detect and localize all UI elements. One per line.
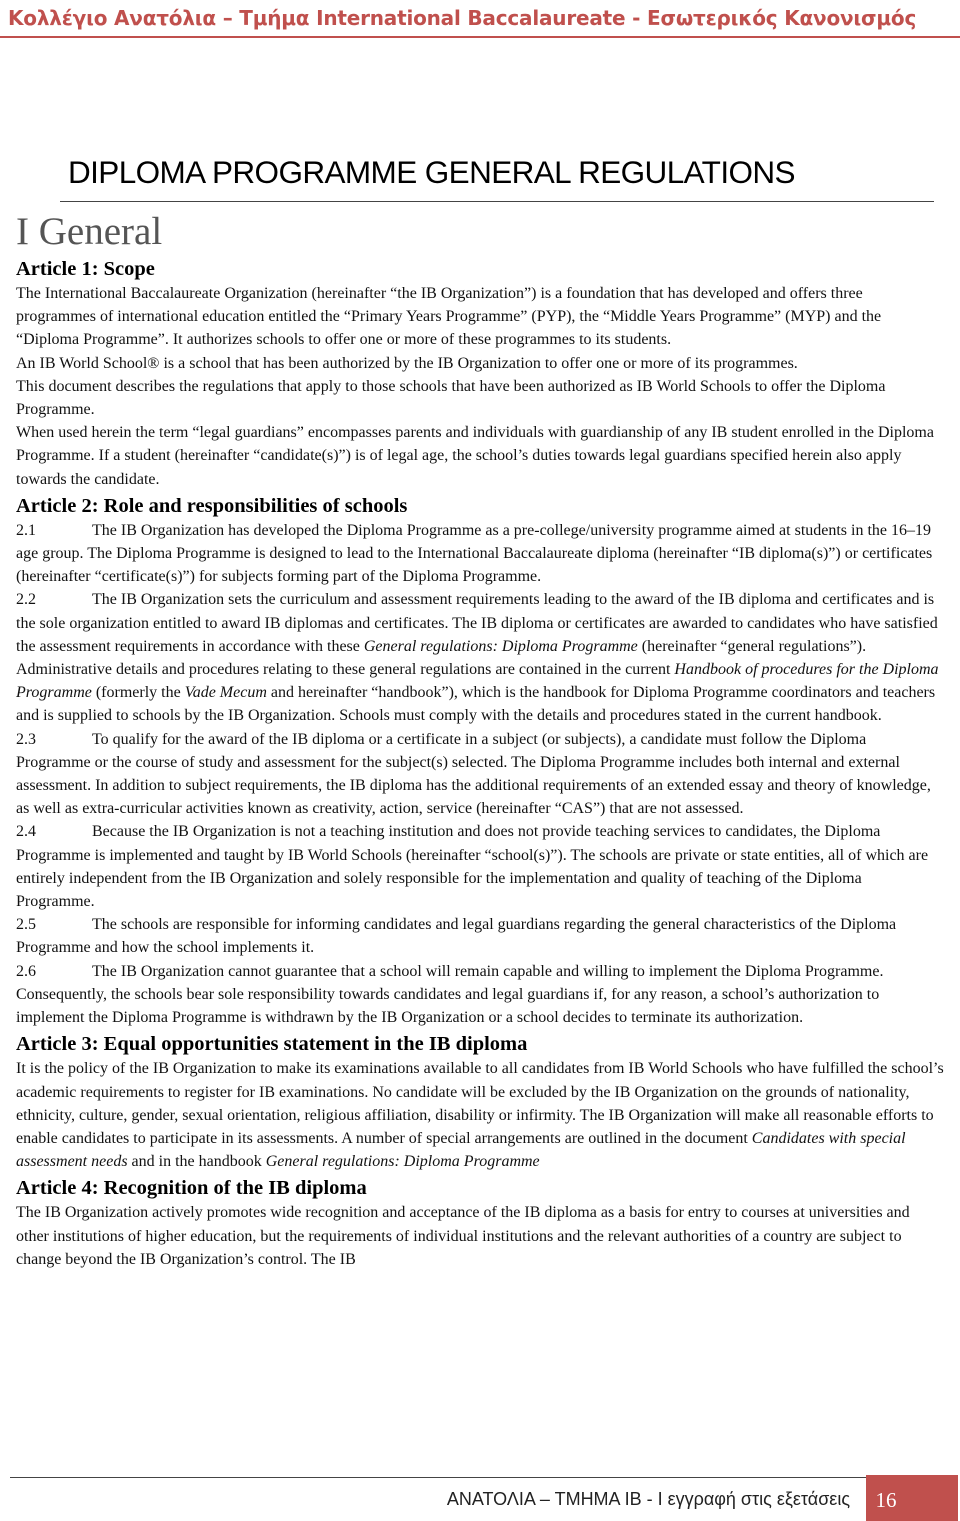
clause-2-3	[16, 728, 944, 821]
clause-2-5	[16, 913, 944, 959]
footer-rule	[10, 1477, 866, 1478]
document-title: DIPLOMA PROGRAMME GENERAL REGULATIONS	[68, 154, 795, 190]
clause-number: 2.6	[16, 962, 36, 980]
section-heading: I General	[16, 210, 163, 253]
clause-2-4	[16, 820, 944, 913]
article-4-heading: Article 4: Recognition of the IB diploma	[16, 1177, 367, 1200]
clause-number: 2.4	[16, 823, 36, 841]
article-1-paragraph-3: This document describes the regulations that apply to those schools that have been authorized as IB World Schools to offer the Diploma Programme.	[16, 377, 886, 419]
article-1-heading: Article 1: Scope	[16, 258, 155, 280]
italic-title: General regulations: Diploma Programme	[265, 1153, 540, 1171]
italic-title: Handbook of procedures for the Diploma Programme	[16, 661, 939, 702]
article-3-paragraph	[16, 1057, 944, 1173]
page-header: Κολλέγιο Ανατόλια – Τμήμα International Baccalaureate - Εσωτερικός Κανονισμός	[8, 6, 917, 30]
page-footer	[0, 1475, 960, 1521]
clause-number: 2.5	[16, 916, 36, 934]
italic-title: Vade Mecum	[184, 684, 267, 702]
article-4-paragraph: The IB Organization actively promotes wide recognition and acceptance of the IB diploma as a basis for entry to courses at universities and other institutions of higher education, but the requirements of individual institutions and the relevant authorities of a country are subject to change beyond the IB Organization’s control. The IB	[16, 1204, 910, 1268]
clause-text: (hereinafter “general regulations”). Administrative details and procedures relating to these general regulations are contained in the current	[16, 637, 867, 679]
clause-number: 2.2	[16, 591, 36, 609]
article-1-paragraph-1: The International Baccalaureate Organization (hereinafter “the IB Organization”) is a foundation that has developed and offers three programmes of international education entitled the “Primary Years Programme” (PYP), the “Middle Years Programme” (MYP) and the “Diploma Programme”. It authorizes schools to offer one or more of these programmes to its students.	[16, 285, 882, 349]
clause-number: 2.3	[16, 730, 36, 748]
clause-2-2	[16, 588, 944, 727]
header-rule	[0, 36, 960, 38]
article-1-paragraph-4: When used herein the term “legal guardians” encompasses parents and individuals with guardianship of any IB student enrolled in the Diploma Programme. If a student (hereinafter “candidate(s)”) is of legal age, the school’s duties towards legal guardians specified herein also apply towards the candidate.	[16, 424, 934, 488]
clause-2-6	[16, 960, 944, 1030]
title-rule	[60, 201, 934, 202]
article-2-heading: Article 2: Role and responsibilities of schools	[16, 494, 408, 517]
footer-text: ΑΝΑΤΟΛΙΑ – ΤΜΗΜΑ IB - Ι εγγραφή στις εξετάσεις	[446, 1489, 850, 1509]
document-body	[16, 210, 944, 1271]
clause-2-1	[16, 519, 944, 589]
italic-title: Candidates with special assessment needs	[16, 1129, 906, 1171]
page-number: 16	[875, 1488, 897, 1512]
paragraph-text: It is the policy of the IB Organization to make its examinations available to all candidates from IB World Schools who have fulfilled the school’s academic requirements to register for IB examinations. No candidate will be excluded by the IB Organization on the grounds of nationality, ethnicity, culture, gender, sexual orientation, religious affiliation, disability or infirmity. The IB Organization will make all reasonable efforts to enable candidates to participate in its assessments. A number of special arrangements are outlined in the document	[16, 1060, 944, 1147]
clause-text: Because the IB Organization is not a teaching institution and does not provide teaching services to candidates, the Diploma Programme is implemented and taught by IB World Schools (hereinafter “school(s)”). The schools are private or state entities, all of which are entirely independent from the IB Organization and solely responsible for the implementation and quality of teaching of the Diploma Programme.	[16, 823, 929, 911]
clause-text: The IB Organization has developed the Diploma Programme as a pre‐college/university programme aimed at students in the 16–19 age group. The Diploma Programme is designed to lead to the International Baccalaureate diploma (hereinafter “IB diploma(s)”) or certificates (hereinafter “certificate(s)”) for subjects forming part of the Diploma Programme.	[16, 521, 933, 586]
article-3-heading: Article 3: Equal opportunities statement in the IB diploma	[16, 1033, 528, 1056]
clause-number: 2.1	[16, 521, 36, 539]
clause-text: and hereinafter “handbook”), which is the handbook for Diploma Programme coordinators and teachers and is supplied to schools by the IB Organization. Schools must comply with the details and procedures stated in the current handbook.	[16, 684, 936, 725]
article-1-paragraph-2: An IB World School® is a school that has been authorized by the IB Organization to offer one or more of its programmes.	[16, 354, 798, 372]
clause-text: The IB Organization sets the curriculum and assessment requirements leading to the award of the IB diploma and certificates and is the sole organization entitled to award IB diplomas and certificates. The IB diploma or certificates are awarded to candidates who have satisfied the assessment requirements in accordance with these	[16, 591, 938, 655]
clause-text: The IB Organization cannot guarantee that a school will remain capable and willing to implement the Diploma Programme. Consequently, the schools bear sole responsibility towards candidates and legal guardians if, for any reason, a school’s authorization to implement the Diploma Programme is withdrawn by the IB Organization or a school decides to terminate its authorization.	[16, 962, 884, 1027]
clause-text: To qualify for the award of the IB diploma or a certificate in a subject (or subjects), a candidate must follow the Diploma Programme or the course of study and assessment for the subject(s) selected. The Diploma Programme includes both internal and external assessment. In addition to subject requirements, the IB diploma has the additional requirements of an extended essay and theory of knowledge, as well as extra-curricular activities known as creativity, action, service (hereinafter “CAS”) that are not assessed.	[16, 730, 931, 818]
clause-text: (formerly the	[91, 684, 185, 702]
clause-text: The schools are responsible for informing candidates and legal guardians regarding the general characteristics of the Diploma Programme and how the school implements it.	[16, 916, 897, 957]
paragraph-text: and in the handbook	[127, 1153, 266, 1171]
italic-title: General regulations: Diploma Programme	[363, 637, 638, 655]
